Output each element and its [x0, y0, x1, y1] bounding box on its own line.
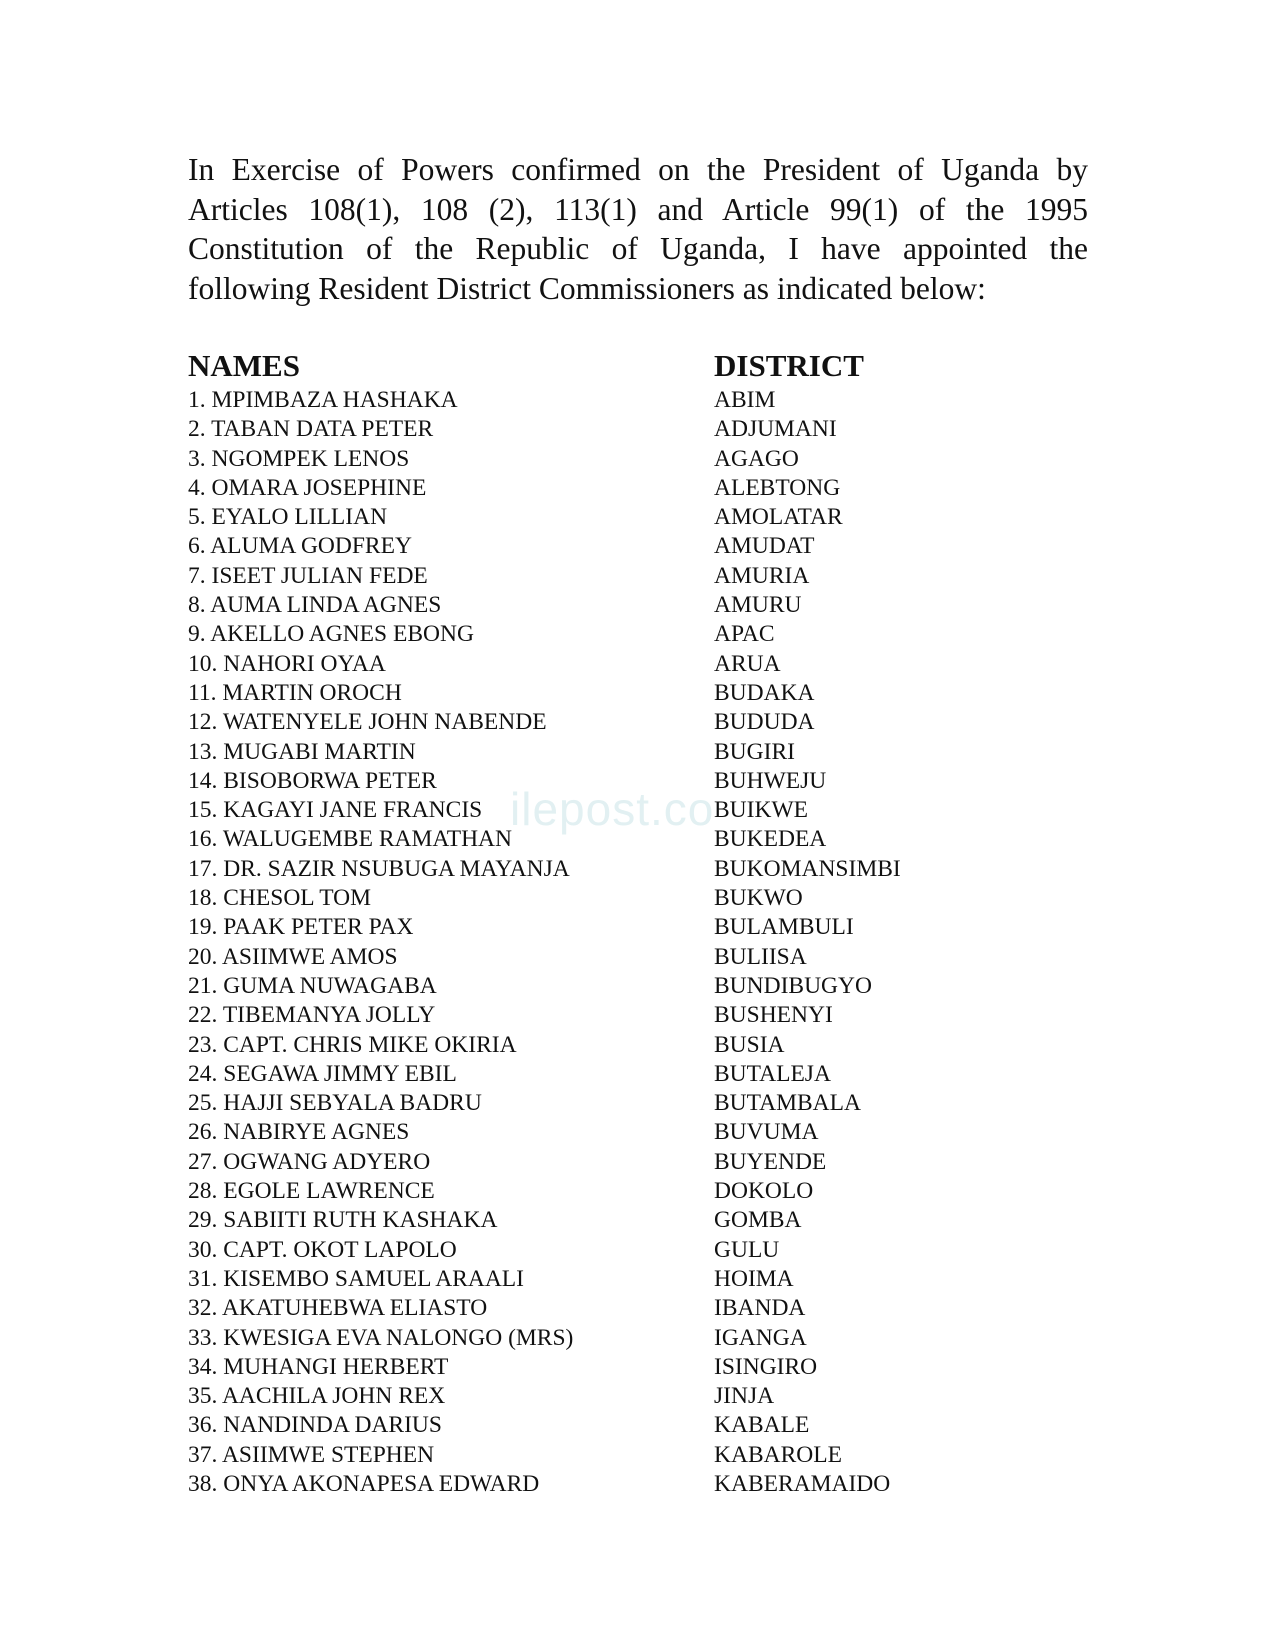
table-row	[188, 1148, 1088, 1177]
district-name: JINJA	[714, 1383, 775, 1410]
district-name: BUTAMBALA	[714, 1090, 861, 1117]
commissioner-name: 3. NGOMPEK LENOS	[188, 445, 410, 472]
district-name: BUDAKA	[714, 679, 815, 706]
commissioner-name: 4. OMARA JOSEPHINE	[188, 474, 427, 501]
district-name: KABERAMAIDO	[714, 1470, 891, 1497]
district-name: AGAGO	[714, 445, 799, 472]
district-name: GOMBA	[714, 1207, 802, 1234]
district-name: KABALE	[714, 1412, 810, 1439]
district-name: BUSIA	[714, 1031, 785, 1058]
district-name: HOIMA	[714, 1265, 794, 1292]
district-name: BUNDIBUGYO	[714, 972, 872, 999]
table-row	[188, 767, 1088, 796]
intro-line: Articles 108(1), 108 (2), 113(1) and Article 99(1) of the 1995	[188, 191, 1088, 227]
table-row	[188, 1353, 1088, 1382]
table-row	[188, 1031, 1088, 1060]
table-row	[188, 503, 1088, 532]
commissioner-name: 10. NAHORI OYAA	[188, 650, 386, 677]
table-row	[188, 650, 1088, 679]
commissioner-name: 31. KISEMBO SAMUEL ARAALI	[188, 1265, 524, 1292]
district-name: BUTALEJA	[714, 1060, 831, 1087]
district-name: BUDUDA	[714, 709, 815, 736]
table-row	[188, 1206, 1088, 1235]
commissioner-name: 16. WALUGEMBE RAMATHAN	[188, 826, 512, 853]
table-row	[188, 796, 1088, 825]
district-name: BUKEDEA	[714, 826, 827, 853]
district-name: BUSHENYI	[714, 1002, 833, 1029]
commissioner-name: 35. AACHILA JOHN REX	[188, 1383, 446, 1410]
commissioner-name: 28. EGOLE LAWRENCE	[188, 1178, 435, 1205]
watermark: ilepost.co	[510, 783, 715, 835]
table-row	[188, 1411, 1088, 1440]
commissioner-name: 34. MUHANGI HERBERT	[188, 1353, 449, 1380]
district-name: BULIISA	[714, 943, 807, 970]
district-name: BUYENDE	[714, 1148, 827, 1175]
table-row	[188, 386, 1088, 415]
intro-line: following Resident District Commissioners as indicated below:	[188, 270, 986, 306]
table-row	[188, 1470, 1088, 1499]
district-name: BUVUMA	[714, 1119, 819, 1146]
commissioner-name: 38. ONYA AKONAPESA EDWARD	[188, 1470, 540, 1497]
commissioner-name: 8. AUMA LINDA AGNES	[188, 592, 442, 619]
table-row	[188, 738, 1088, 767]
district-name: BUIKWE	[714, 797, 808, 824]
table-row	[188, 1294, 1088, 1323]
table-row	[188, 532, 1088, 561]
table-row	[188, 884, 1088, 913]
commissioner-name: 20. ASIIMWE AMOS	[188, 943, 398, 970]
commissioner-name: 19. PAAK PETER PAX	[188, 914, 414, 941]
commissioner-name: 14. BISOBORWA PETER	[188, 767, 437, 794]
intro-line: In Exercise of Powers confirmed on the President of Uganda by	[188, 152, 1088, 187]
table-row	[188, 1001, 1088, 1030]
commissioner-name: 22. TIBEMANYA JOLLY	[188, 1002, 436, 1029]
commissioner-name: 15. KAGAYI JANE FRANCIS	[188, 797, 483, 824]
district-name: AMUDAT	[714, 533, 815, 560]
commissioner-name: 23. CAPT. CHRIS MIKE OKIRIA	[188, 1031, 517, 1058]
table-row	[188, 1089, 1088, 1118]
district-name: BULAMBULI	[714, 914, 854, 941]
intro-paragraph	[188, 150, 1088, 308]
table-row	[188, 943, 1088, 972]
table-row	[188, 825, 1088, 854]
commissioner-name: 37. ASIIMWE STEPHEN	[188, 1441, 435, 1468]
table-row	[188, 913, 1088, 942]
district-name: BUHWEJU	[714, 767, 827, 794]
commissioner-name: 12. WATENYELE JOHN NABENDE	[188, 709, 547, 736]
district-name: KABAROLE	[714, 1441, 842, 1468]
district-name: IGANGA	[714, 1324, 807, 1351]
table-row	[188, 620, 1088, 649]
commissioner-name: 2. TABAN DATA PETER	[188, 416, 434, 443]
district-name: AMOLATAR	[714, 504, 843, 531]
commissioner-name: 17. DR. SAZIR NSUBUGA MAYANJA	[188, 855, 570, 882]
table-row	[188, 1441, 1088, 1470]
commissioner-name: 24. SEGAWA JIMMY EBIL	[188, 1060, 457, 1087]
commissioner-name: 29. SABIITI RUTH KASHAKA	[188, 1207, 498, 1234]
table-row	[188, 679, 1088, 708]
district-name: ALEBTONG	[714, 474, 841, 501]
table-row	[188, 1236, 1088, 1265]
district-name: ADJUMANI	[714, 416, 837, 443]
district-name: BUKOMANSIMBI	[714, 855, 901, 882]
table-header	[188, 346, 1088, 386]
appointments-table	[188, 346, 1088, 1499]
commissioner-name: 25. HAJJI SEBYALA BADRU	[188, 1090, 482, 1117]
table-row	[188, 972, 1088, 1001]
commissioner-name: 21. GUMA NUWAGABA	[188, 972, 437, 999]
appointments-list	[188, 386, 1088, 1499]
district-name: ISINGIRO	[714, 1353, 818, 1380]
table-row	[188, 1118, 1088, 1147]
commissioner-name: 32. AKATUHEBWA ELIASTO	[188, 1295, 488, 1322]
commissioner-name: 30. CAPT. OKOT LAPOLO	[188, 1236, 457, 1263]
district-name: BUGIRI	[714, 738, 795, 765]
intro-line: Constitution of the Republic of Uganda, I have appointed the	[188, 231, 1088, 266]
names-column-header: NAMES	[188, 348, 300, 383]
district-name: DOKOLO	[714, 1178, 814, 1205]
table-row	[188, 1060, 1088, 1089]
commissioner-name: 26. NABIRYE AGNES	[188, 1119, 410, 1146]
table-row	[188, 474, 1088, 503]
district-name: ARUA	[714, 650, 781, 677]
table-row	[188, 1265, 1088, 1294]
district-name: GULU	[714, 1236, 780, 1263]
table-row	[188, 415, 1088, 444]
commissioner-name: 9. AKELLO AGNES EBONG	[188, 621, 474, 648]
district-name: AMURIA	[714, 562, 810, 589]
district-name: BUKWO	[714, 885, 803, 912]
district-name: IBANDA	[714, 1295, 806, 1322]
table-row	[188, 708, 1088, 737]
district-column-header: DISTRICT	[714, 348, 864, 383]
commissioner-name: 6. ALUMA GODFREY	[188, 533, 412, 560]
commissioner-name: 13. MUGABI MARTIN	[188, 738, 416, 765]
commissioner-name: 36. NANDINDA DARIUS	[188, 1412, 442, 1439]
district-name: APAC	[714, 621, 775, 648]
commissioner-name: 33. KWESIGA EVA NALONGO (MRS)	[188, 1324, 574, 1351]
commissioner-name: 27. OGWANG ADYERO	[188, 1148, 431, 1175]
commissioner-name: 11. MARTIN OROCH	[188, 679, 402, 706]
table-row	[188, 591, 1088, 620]
commissioner-name: 7. ISEET JULIAN FEDE	[188, 562, 428, 589]
district-name: ABIM	[714, 387, 776, 413]
table-row	[188, 855, 1088, 884]
table-row	[188, 562, 1088, 591]
table-row	[188, 1324, 1088, 1353]
table-row	[188, 1382, 1088, 1411]
commissioner-name: 1. MPIMBAZA HASHAKA	[188, 387, 458, 413]
district-name: AMURU	[714, 592, 802, 619]
table-row	[188, 1177, 1088, 1206]
commissioner-name: 18. CHESOL TOM	[188, 885, 372, 912]
commissioner-name: 5. EYALO LILLIAN	[188, 504, 388, 531]
table-row	[188, 445, 1088, 474]
